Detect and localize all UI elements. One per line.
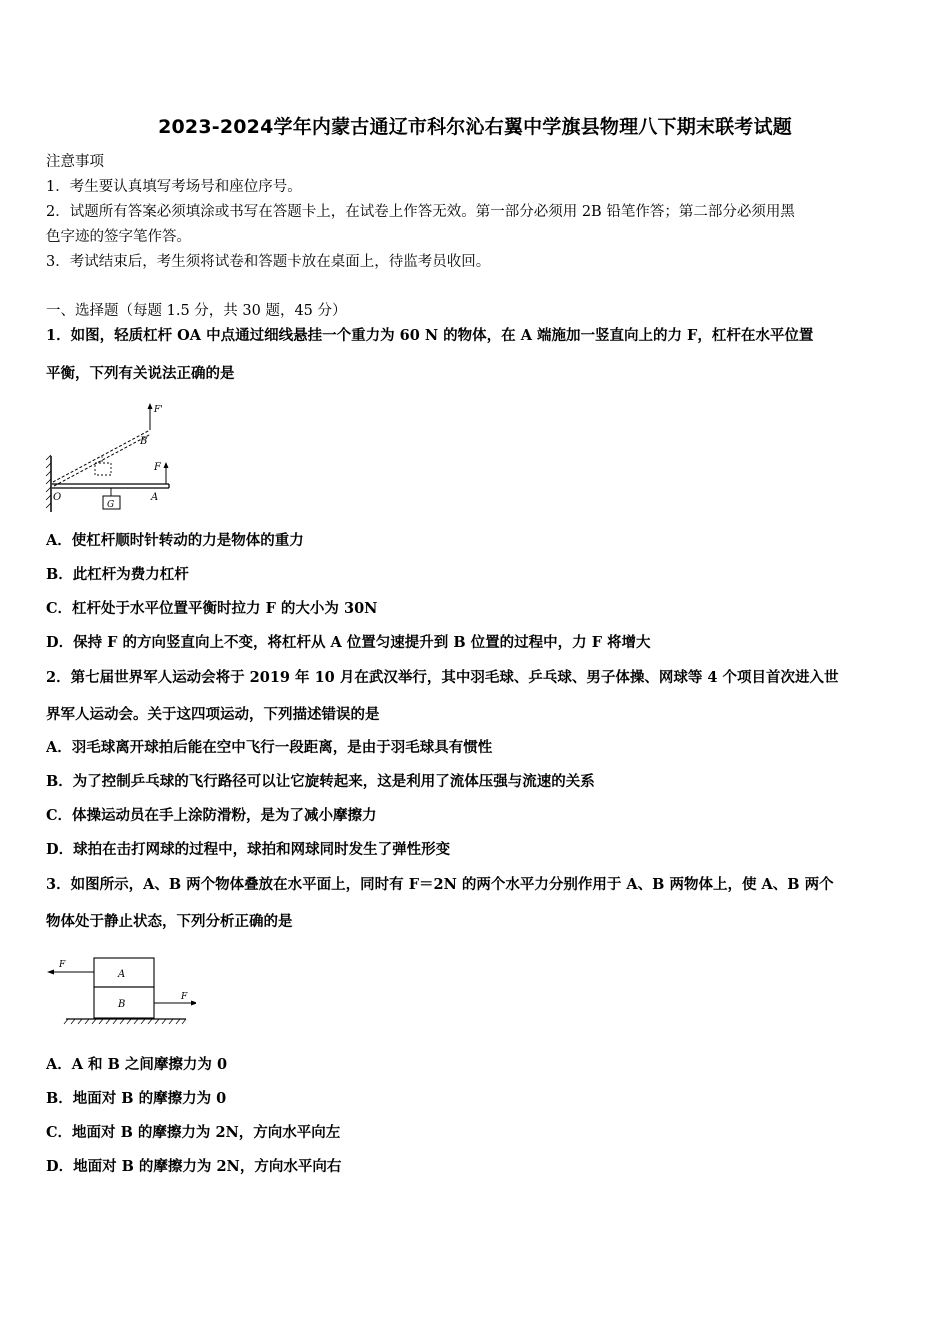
ground bbox=[64, 1019, 186, 1024]
arrow-head-icon bbox=[191, 1001, 196, 1006]
q3-stem-line2: 物体处于静止状态，下列分析正确的是 bbox=[46, 913, 293, 930]
q1-stem-line1: 1．如图，轻质杠杆 OA 中点通过细线悬挂一个重力为 60 N 的物体，在 A 端施加一竖直向上的力 F，杠杆在水平位置 bbox=[46, 327, 814, 344]
label-a: A bbox=[118, 969, 126, 980]
q1-stem-line2: 平衡，下列有关说法正确的是 bbox=[46, 365, 235, 382]
label-b: B bbox=[140, 436, 148, 447]
arrow-head-icon bbox=[164, 462, 169, 468]
q2-stem-line2: 界军人运动会。关于这四项运动，下列描述错误的是 bbox=[46, 706, 380, 723]
lever-horizontal bbox=[52, 484, 169, 488]
notice-heading: 注意事项 bbox=[46, 154, 104, 170]
label-b: B bbox=[118, 999, 126, 1010]
notice-item: 3．考试结束后，考生须将试卷和答题卡放在桌面上，待监考员收回。 bbox=[46, 254, 491, 270]
q1-option-d: D．保持 F 的方向竖直向上不变，将杠杆从 A 位置匀速提升到 B 位置的过程中，力 F 将增大 bbox=[46, 634, 651, 651]
notice-item: 色字迹的签字笔作答。 bbox=[46, 229, 191, 245]
page-title: 2023-2024学年内蒙古通辽市科尔沁右翼中学旗县物理八下期末联考试题 bbox=[158, 116, 792, 138]
q2-option-c: C．体操运动员在手上涂防滑粉，是为了减小摩擦力 bbox=[46, 807, 377, 824]
label-o: O bbox=[53, 492, 62, 503]
notice-item: 1．考生要认真填写考场号和座位序号。 bbox=[46, 179, 302, 195]
label-a: A bbox=[151, 492, 159, 503]
q1-option-a: A．使杠杆顺时针转动的力是物体的重力 bbox=[46, 532, 304, 549]
q3-option-a: A．A 和 B 之间摩擦力为 0 bbox=[46, 1056, 228, 1073]
q2-stem-line1: 2．第七届世界军人运动会将于 2019 年 10 月在武汉举行，其中羽毛球、乒乓球、男子体操、网球等 4 个项目首次进入世 bbox=[46, 669, 839, 686]
q2-option-a: A．羽毛球离开球拍后能在空中飞行一段距离，是由于羽毛球具有惯性 bbox=[46, 739, 493, 756]
arrow-head-icon bbox=[148, 403, 153, 409]
label-f: F bbox=[154, 462, 161, 473]
dashed-weight bbox=[95, 463, 111, 475]
q2-option-d: D．球拍在击打网球的过程中，球拍和网球同时发生了弹性形变 bbox=[46, 841, 451, 858]
label-g: G bbox=[107, 500, 115, 510]
q2-option-b: B．为了控制乒乓球的飞行路径可以让它旋转起来，这是利用了流体压强与流速的关系 bbox=[46, 773, 595, 790]
notice-item: 2．试题所有答案必须填涂或书写在答题卡上，在试卷上作答无效。第一部分必须用 2B 铅笔作答；第二部分必须用黑 bbox=[46, 204, 795, 220]
label-f-right: F bbox=[181, 992, 188, 1002]
section-heading: 一、选择题（每题 1.5 分，共 30 题，45 分） bbox=[46, 303, 347, 319]
arrow-head-icon bbox=[47, 970, 54, 975]
label-f-prime: F' bbox=[154, 405, 163, 415]
label-f-left: F bbox=[59, 960, 66, 970]
q1-option-c: C．杠杆处于水平位置平衡时拉力 F 的大小为 30N bbox=[46, 600, 378, 617]
blocks-diagram bbox=[44, 952, 196, 1030]
lever-diagram bbox=[44, 400, 179, 512]
wall bbox=[46, 455, 51, 512]
q3-option-c: C．地面对 B 的摩擦力为 2N，方向水平向左 bbox=[46, 1124, 341, 1141]
q3-option-d: D．地面对 B 的摩擦力为 2N，方向水平向右 bbox=[46, 1158, 342, 1175]
q1-option-b: B．此杠杆为费力杠杆 bbox=[46, 566, 189, 583]
q3-stem-line1: 3．如图所示，A、B 两个物体叠放在水平面上，同时有 F＝2N 的两个水平力分别作用于 A、B 两物体上，使 A、B 两个 bbox=[46, 876, 834, 893]
q3-option-b: B．地面对 B 的摩擦力为 0 bbox=[46, 1090, 227, 1107]
